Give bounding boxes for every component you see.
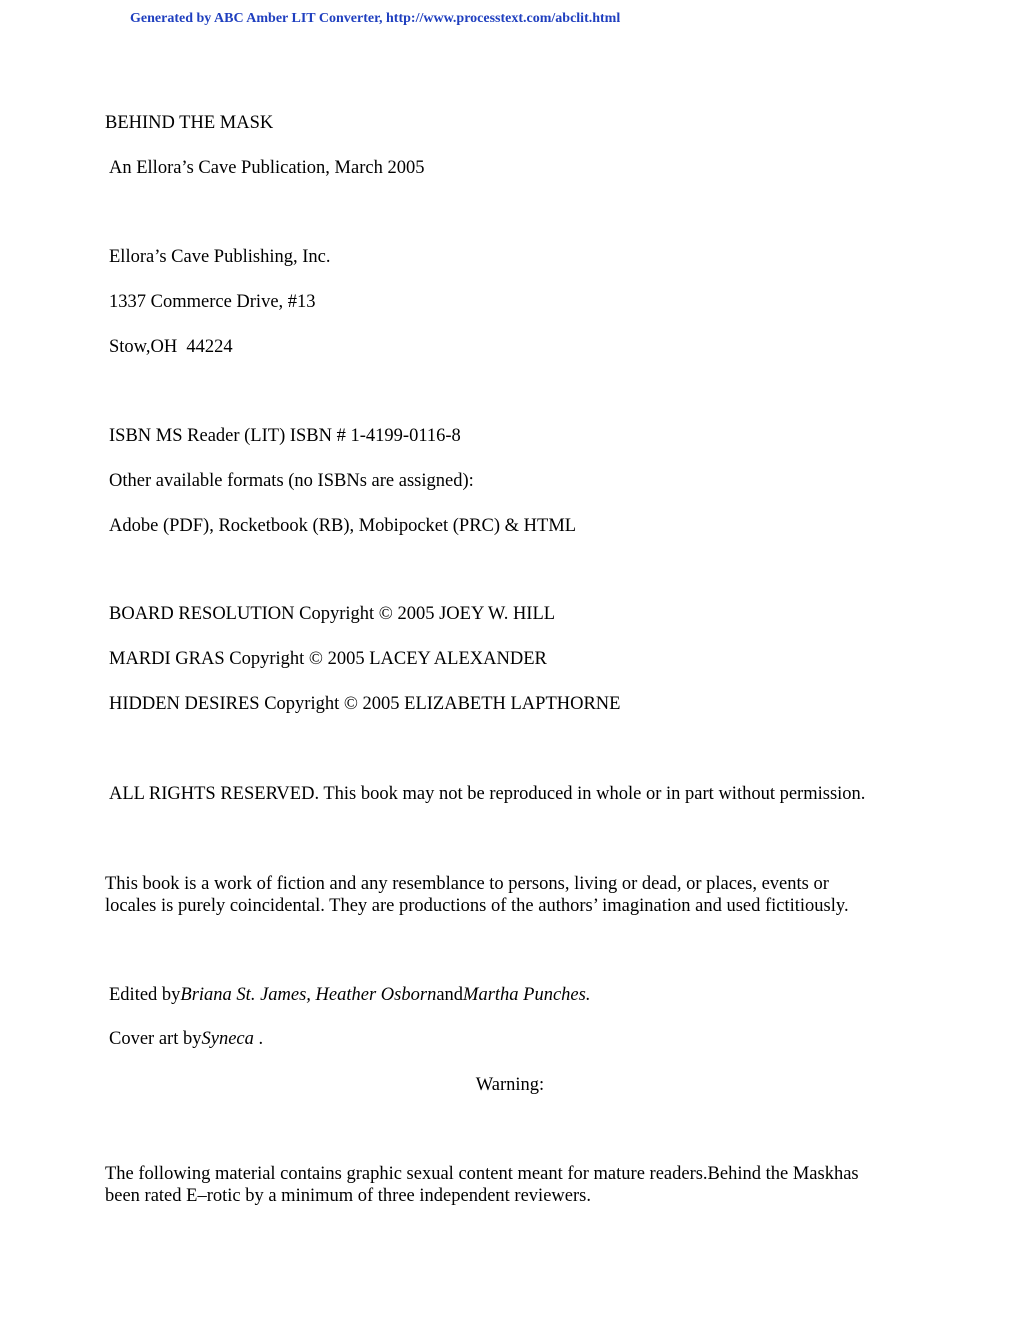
editor-names: Briana St. James, Heather Osborn <box>180 985 437 1005</box>
edited-and: and <box>436 985 464 1005</box>
fiction-notice: This book is a work of fiction and any resemblance to persons, living or dead, or places, events or locales is purely coincidental. They are productions of the authors’ imagination and used fictitiously. <box>105 874 849 916</box>
edited-by-prefix: Edited by <box>109 985 181 1005</box>
publication-line: An Ellora’s Cave Publication, March 2005 <box>109 158 425 178</box>
copyright-line: MARDI GRAS Copyright © 2005 LACEY ALEXANDER <box>109 649 547 669</box>
editor-name: Martha Punches. <box>463 985 591 1005</box>
cover-art-suffix: . <box>253 1029 264 1049</box>
copyright-line: HIDDEN DESIRES Copyright © 2005 ELIZABETH LAPTHORNE <box>109 694 621 714</box>
publisher-name: Ellora’s Cave Publishing, Inc. <box>109 247 331 267</box>
edited-by-line <box>109 984 590 1006</box>
publisher-street: 1337 Commerce Drive, #13 <box>109 292 316 312</box>
formats-intro: Other available formats (no ISBNs are assigned): <box>109 471 474 491</box>
isbn-line: ISBN MS Reader (LIT) ISBN # 1-4199-0116-8 <box>109 426 461 446</box>
cover-art-prefix: Cover art by <box>109 1029 202 1049</box>
converter-banner: Generated by ABC Amber LIT Converter, http://www.processtext.com/abclit.html <box>130 11 621 26</box>
formats-list: Adobe (PDF), Rocketbook (RB), Mobipocket (PRC) & HTML <box>109 516 577 536</box>
cover-artist: Syneca <box>201 1029 254 1049</box>
publisher-city: Stow,OH 44224 <box>109 337 233 357</box>
warning-text: The following material contains graphic sexual content meant for mature readers.Behind the Maskhas been rated E–rotic by a minimum of three independent reviewers. <box>105 1164 859 1206</box>
warning-heading: Warning: <box>475 1075 545 1095</box>
cover-art-line <box>109 1028 263 1050</box>
copyright-line: BOARD RESOLUTION Copyright © 2005 JOEY W. HILL <box>109 604 556 624</box>
rights-statement: ALL RIGHTS RESERVED. This book may not be reproduced in whole or in part without permission. <box>109 784 866 804</box>
book-title: BEHIND THE MASK <box>105 113 274 133</box>
